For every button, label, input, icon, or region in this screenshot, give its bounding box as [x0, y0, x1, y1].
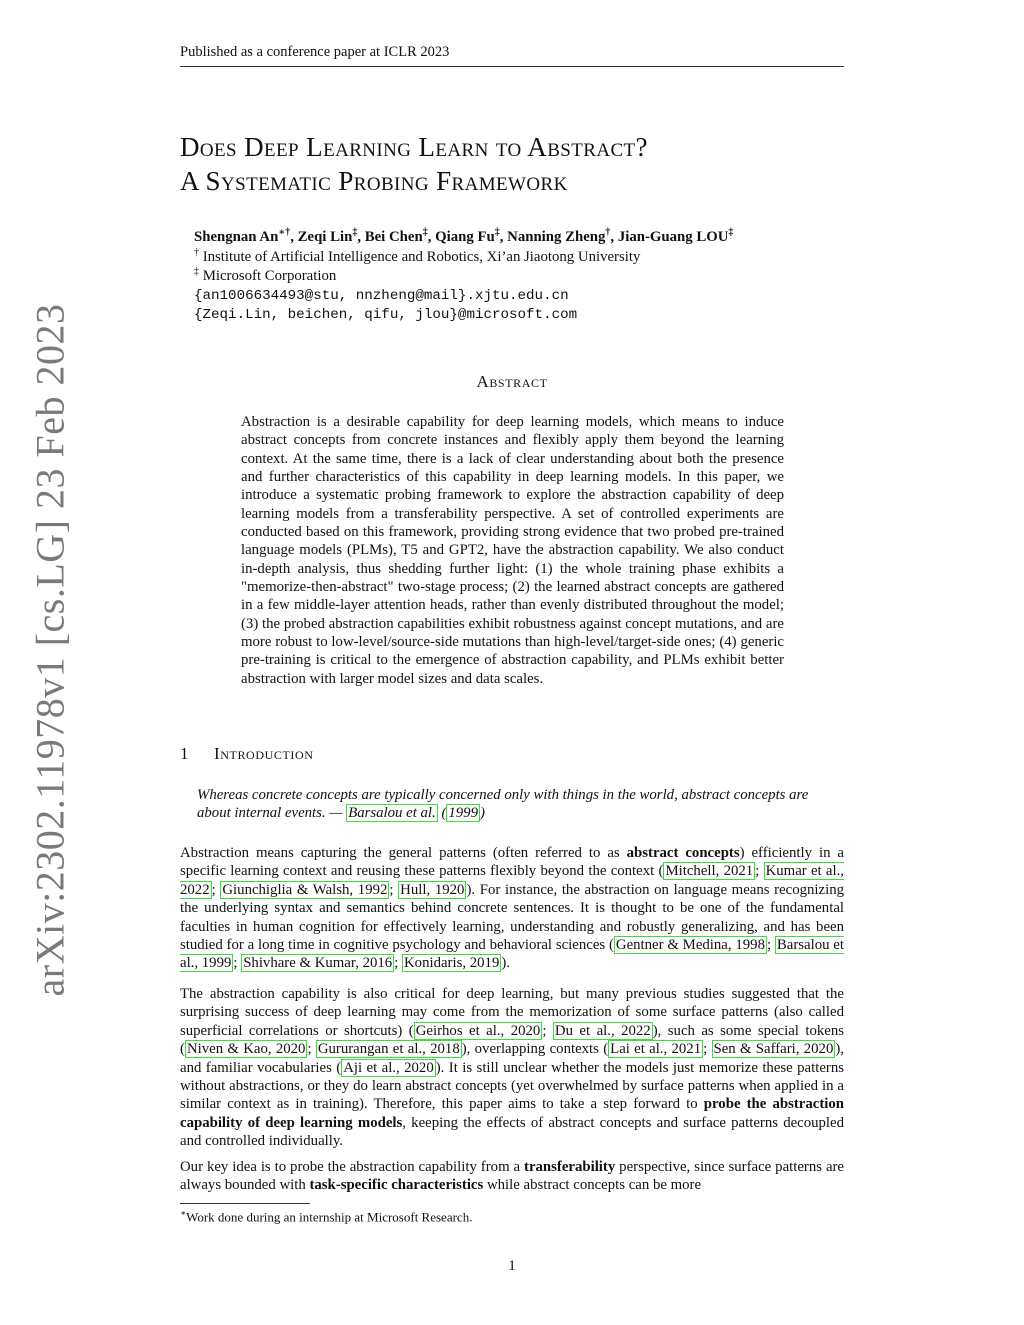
affiliation-marker: ∗†: [278, 227, 291, 239]
citation-link[interactable]: Du et al., 2022: [554, 1022, 651, 1039]
citation-link[interactable]: Konidaris, 2019: [404, 955, 500, 972]
bold-term: task-specific characteristics: [309, 1177, 484, 1194]
citation-link[interactable]: Shivhare & Kumar, 2016: [243, 955, 393, 972]
author-name: Jian-Guang LOU: [617, 229, 729, 245]
quote-text: Whereas concrete concepts are typically concerned only with things in the world, abstract concepts are about internal events. —: [197, 787, 809, 822]
separator: ,: [427, 229, 436, 245]
intro-paragraph-1: [180, 844, 844, 973]
citation-link[interactable]: Hull, 1920: [400, 881, 465, 898]
affiliation-text: Institute of Artificial Intelligence and Robotics, Xi’an Jiaotong University: [202, 248, 641, 265]
citation-link[interactable]: Lai et al., 2021: [610, 1041, 702, 1058]
text: Abstraction means capturing the general patterns (often referred to as: [180, 845, 627, 861]
affiliation-text: Microsoft Corporation: [202, 268, 337, 284]
text: ;: [755, 863, 764, 880]
citation-link[interactable]: Giunchiglia & Walsh, 1992: [222, 881, 388, 898]
text: ), overlapping contexts (: [461, 1041, 609, 1058]
text: ).: [501, 955, 510, 972]
footnote-divider: [180, 1203, 310, 1204]
citation-link[interactable]: Geirhos et al., 2020: [415, 1022, 541, 1039]
text: ). For instance, the abstraction on language means recognizing the underlying syntax and semantics behind concrete sentences. It is thought to be one of the fundamental faculties in human cognition for effectively learning, understanding and robustly generalizing, and has been studied for a long time in cognitive psychology and behavioral sciences (: [180, 881, 844, 954]
affiliation-1: [194, 248, 844, 268]
text: perspective, since surface patterns are always bounded with: [180, 1159, 845, 1194]
affiliation-marker: ‡: [728, 227, 734, 239]
bold-term: probe the abstraction capability of deep learning models: [180, 1096, 844, 1131]
epigraph-quote: [197, 786, 830, 823]
footnote: [180, 1208, 844, 1225]
conference-header: Published as a conference paper at ICLR 2023: [180, 44, 844, 67]
title-line-2: A Systematic Probing Framework: [180, 166, 568, 196]
text: ) efficiently in a specific learning context and reusing these patterns flexibly beyond the context (: [180, 845, 844, 880]
author-name: Zeqi Lin: [297, 229, 353, 245]
footnote-marker: ∗: [180, 1208, 187, 1218]
intro-paragraph-2: [180, 985, 844, 1151]
text: ;: [307, 1041, 316, 1058]
bold-term: abstract concepts: [626, 845, 740, 861]
affiliation-marker: ‡: [422, 227, 428, 239]
separator: ,: [357, 229, 365, 245]
arxiv-identifier-stamp: arXiv:2302.11978v1 [cs.LG] 23 Feb 2023: [27, 303, 73, 997]
author-name: Bei Chen: [364, 229, 423, 245]
citation-link[interactable]: 1999: [448, 805, 478, 822]
citation-link[interactable]: Gururangan et al., 2018: [317, 1041, 460, 1058]
text: ), and familiar vocabularies (: [180, 1041, 844, 1076]
author-name: Shengnan An: [194, 229, 279, 245]
author-block: [194, 228, 844, 326]
email-line-2: {Zeqi.Lin, beichen, qifu, jlou}@microsoft.com: [194, 307, 578, 323]
bold-term: transferability: [524, 1159, 616, 1175]
separator: ,: [290, 229, 298, 245]
abstract-text: Abstraction is a desirable capability for deep learning models, which means to induce abstract concepts from concrete instances and flexibly apply them beyond the learning context. At the same time, there is a lack of clear understanding about both the presence and further characteristics of this capability in deep learning models. In this paper, we introduce a systematic probing framework to explore the abstraction capability of deep learning models from a transferability perspective. A set of controlled experiments are conducted based on this framework, providing strong evidence that two probed pre-trained language models (PLMs), T5 and GPT2, have the abstraction capability. We also conduct in-depth analysis, thus shedding further light: (1) the whole training phase exhibits a "memorize-then-abstract" two-stage process; (2) the learned abstract concepts are gathered in a few middle-layer attention heads, rather than evenly distributed throughout the model; (3) the probed abstraction capabilities exhibit robustness against concept mutations, and are more robust to low-level/source-side mutations than high-level/target-side ones; (4) generic pre-training is critical to the emergence of abstraction capability, and PLMs exhibit better abstraction with larger model sizes and data scales.: [241, 414, 784, 687]
intro-paragraph-3: [180, 1158, 844, 1195]
text: ), such as some special tokens (: [180, 1022, 845, 1058]
title-line-1: Does Deep Learning Learn to Abstract?: [180, 132, 648, 162]
section-title: Introduction: [214, 744, 314, 763]
page-number: 1: [508, 1258, 516, 1274]
text: ;: [389, 881, 399, 898]
citation-link[interactable]: Barsalou et al., 1999: [180, 937, 844, 972]
footnote-text: Work done during an internship at Microsoft Research.: [186, 1209, 473, 1225]
text: ;: [233, 955, 242, 972]
citation-link[interactable]: Kumar et al., 2022: [180, 863, 845, 898]
paren: (: [441, 805, 447, 822]
author-name: Nanning Zheng: [507, 229, 606, 245]
affiliation-marker: †: [605, 227, 611, 239]
citation-link[interactable]: Mitchell, 2021: [665, 863, 754, 880]
text: while abstract concepts can be more: [483, 1177, 702, 1194]
text: ;: [394, 955, 402, 972]
text: ). It is still unclear whether the models just memorize these patterns without abstractions, or they do learn abstract concepts (yet overwhelmed by surface patterns when applied in a similar context as in training). Therefore, this paper aims to take a step forward to: [180, 1059, 844, 1113]
affiliation-marker: †: [194, 246, 199, 258]
section-heading: [180, 744, 844, 764]
paper-title: [180, 130, 844, 198]
affiliation-marker: ‡: [494, 227, 500, 239]
text: ;: [542, 1022, 553, 1039]
citation-link[interactable]: Aji et al., 2020: [343, 1059, 434, 1076]
citation-link[interactable]: Sen & Saffari, 2020: [713, 1041, 834, 1058]
text: ;: [703, 1041, 712, 1058]
affiliation-marker: ‡: [352, 227, 358, 239]
abstract-heading: Abstract: [476, 372, 548, 391]
author-names: [194, 228, 844, 248]
author-name: Qiang Fu: [435, 229, 495, 245]
separator: ,: [499, 229, 508, 245]
citation-link[interactable]: Niven & Kao, 2020: [186, 1041, 306, 1058]
citation-link[interactable]: Gentner & Medina, 1998: [615, 937, 765, 954]
email-line-1: {an1006634493@stu, nnzheng@mail}.xjtu.edu.cn: [194, 287, 569, 304]
text: ;: [211, 881, 221, 898]
paren: ): [479, 805, 485, 822]
separator: ,: [610, 229, 618, 245]
citation-link[interactable]: Barsalou et al.: [348, 805, 436, 822]
text: Our key idea is to probe the abstraction capability from a: [180, 1159, 525, 1175]
text: The abstraction capability is also critical for deep learning, but many previous studies suggested that the surprising success of deep learning may come from the memorization of some surface patterns (also called superficial correlations or shortcuts) (: [180, 986, 844, 1039]
text: , keeping the effects of abstract concepts and surface patterns decoupled and controlled individually.: [180, 1114, 844, 1150]
section-number: 1: [180, 744, 190, 763]
text: ;: [766, 937, 775, 954]
affiliation-2: [194, 267, 844, 287]
affiliation-marker: ‡: [194, 266, 199, 278]
